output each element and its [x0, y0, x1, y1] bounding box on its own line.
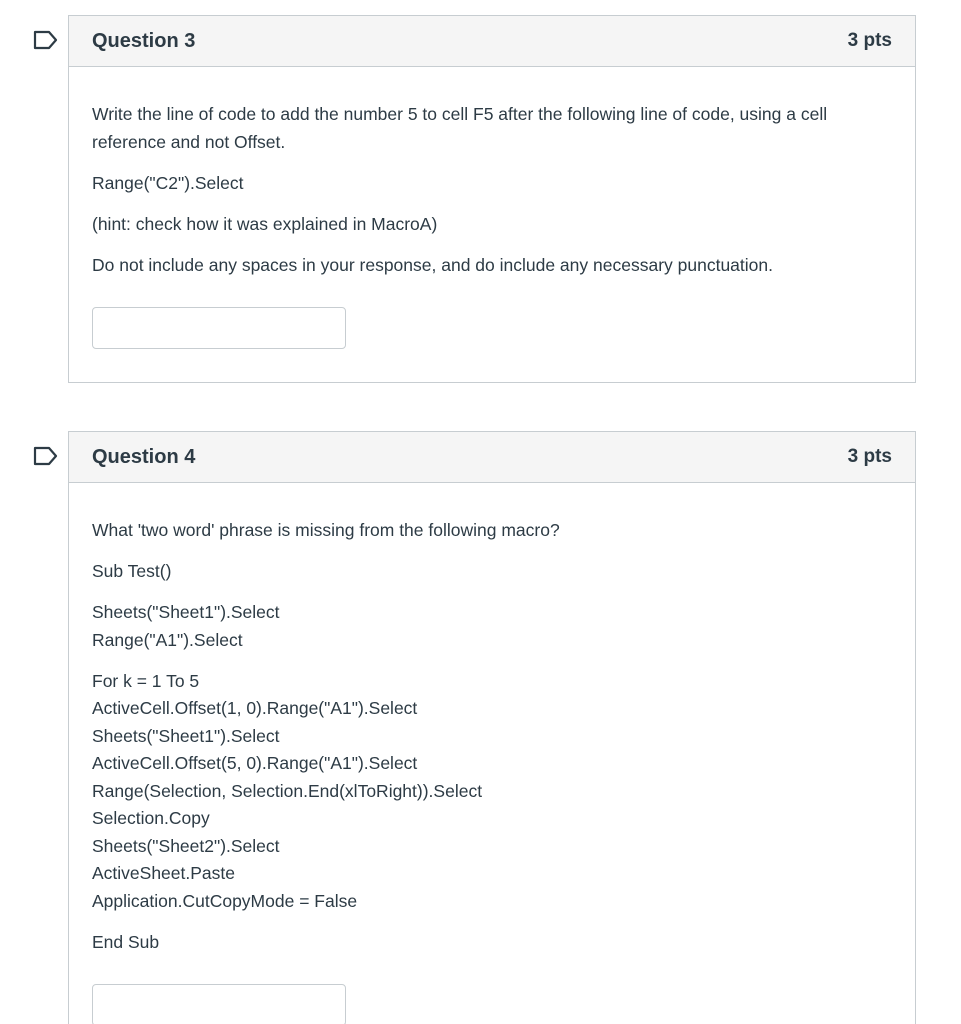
question-paragraph — [92, 599, 892, 654]
question-paragraph — [92, 558, 892, 586]
paragraph-line: Do not include any spaces in your response, and do include any necessary punctuation. — [92, 254, 773, 275]
question-paragraphs — [92, 101, 892, 279]
paragraph-line: ActiveSheet.Paste — [92, 863, 235, 883]
question-paragraph — [92, 170, 892, 198]
question-points: 3 pts — [847, 30, 892, 51]
paragraph-line: Range("C2").Select — [92, 172, 244, 193]
question-paragraph — [92, 517, 892, 545]
paragraph-line: Sheets("Sheet2").Select — [92, 835, 280, 856]
paragraph-line: Range(Selection, Selection.End(xlToRight)).Select — [92, 780, 483, 801]
flag-question-3-icon[interactable] — [33, 30, 59, 50]
paragraph-line: Range("A1").Select — [92, 629, 243, 650]
question-text — [69, 483, 915, 1024]
paragraph-line: For k = 1 To 5 — [92, 670, 200, 691]
paragraph-line: ActiveCell.Offset(1, 0).Range("A1").Select — [92, 698, 418, 718]
paragraph-line: Sheets("Sheet1").Select — [92, 602, 280, 622]
answer-input[interactable] — [92, 984, 346, 1024]
question-points: 3 pts — [847, 446, 892, 467]
answer-input[interactable] — [92, 307, 346, 349]
paragraph-line: Sub Test() — [92, 561, 172, 581]
question-paragraph — [92, 252, 892, 280]
question-paragraph — [92, 929, 892, 957]
paragraph-line: reference and not Offset. — [92, 131, 286, 152]
question-4 — [68, 431, 916, 1024]
question-paragraph — [92, 668, 892, 916]
question-header — [69, 432, 915, 483]
paragraph-line: Selection.Copy — [92, 808, 210, 828]
question-paragraph — [92, 211, 892, 239]
question-title: Question 3 — [92, 29, 196, 52]
question-paragraphs — [92, 517, 892, 956]
question-text — [69, 67, 915, 349]
question-header — [69, 16, 915, 67]
question-3 — [68, 15, 916, 383]
question-title: Question 4 — [92, 445, 196, 468]
paragraph-line: Application.CutCopyMode = False — [92, 890, 358, 911]
paragraph-line: What 'two word' phrase is missing from the following macro? — [92, 520, 560, 540]
flag-question-4-icon[interactable] — [33, 446, 59, 466]
paragraph-line: Sheets("Sheet1").Select — [92, 725, 280, 746]
question-paragraph — [92, 101, 892, 156]
paragraph-line: End Sub — [92, 931, 160, 952]
paragraph-line: Write the line of code to add the number 5 to cell F5 after the following line of code, using a cell — [92, 104, 828, 124]
paragraph-line: (hint: check how it was explained in MacroA) — [92, 213, 438, 234]
paragraph-line: ActiveCell.Offset(5, 0).Range("A1").Select — [92, 753, 418, 773]
